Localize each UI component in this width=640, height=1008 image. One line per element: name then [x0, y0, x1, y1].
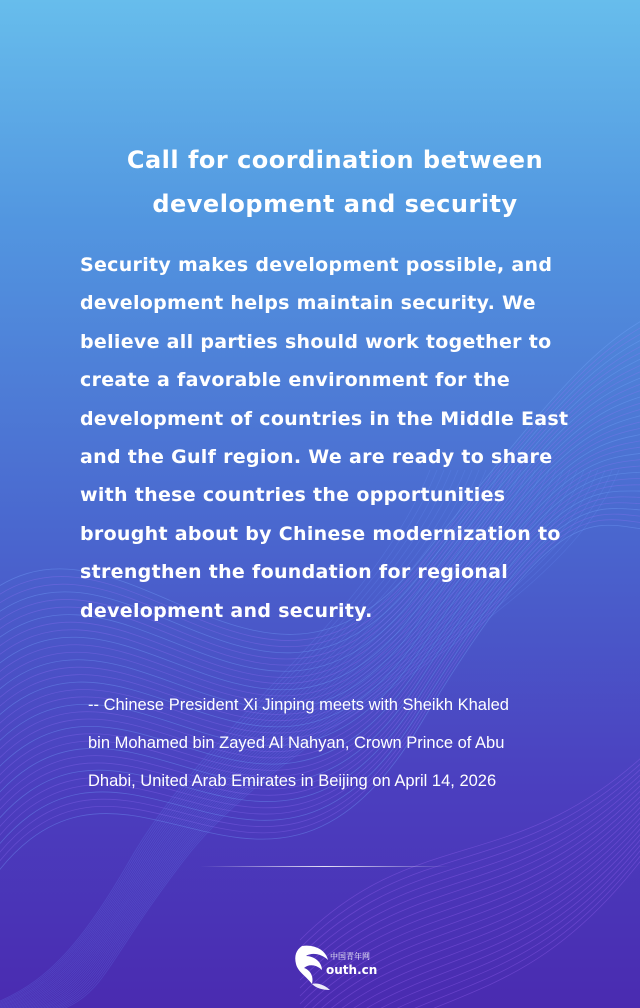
- quote-line: development helps maintain security. We: [80, 292, 536, 315]
- quote-line: Security makes development possible, and: [80, 254, 553, 276]
- logo-site-text: outh.cn: [326, 963, 378, 977]
- quote-line: with these countries the opportunities: [80, 484, 506, 507]
- poster-title: [60, 138, 610, 226]
- quote-body: [80, 246, 598, 630]
- divider: [200, 866, 450, 867]
- logo-chinese-text: 中国青年网: [330, 952, 370, 961]
- title-line: Call for coordination between: [126, 146, 544, 174]
- quote-line: development of countries in the Middle East: [80, 407, 569, 430]
- youth-cn-logo[interactable]: [292, 942, 392, 992]
- quote-line: believe all parties should work together to: [80, 330, 552, 353]
- title-line: development and security: [152, 190, 518, 218]
- quote-line: strengthen the foundation for regional: [80, 561, 509, 584]
- attribution-line: Dhabi, United Arab Emirates in Beijing on April 14, 2026: [88, 772, 497, 790]
- quote-line: and the Gulf region. We are ready to share: [80, 446, 553, 469]
- attribution-line: bin Mohamed bin Zayed Al Nahyan, Crown Prince of Abu: [88, 734, 505, 752]
- quote-line: brought about by Chinese modernization to: [80, 522, 561, 545]
- quote-line: create a favorable environment for the: [80, 369, 511, 392]
- attribution-line: -- Chinese President Xi Jinping meets with Sheikh Khaled: [88, 696, 509, 714]
- quote-line: development and security.: [80, 599, 373, 622]
- attribution: [88, 686, 568, 800]
